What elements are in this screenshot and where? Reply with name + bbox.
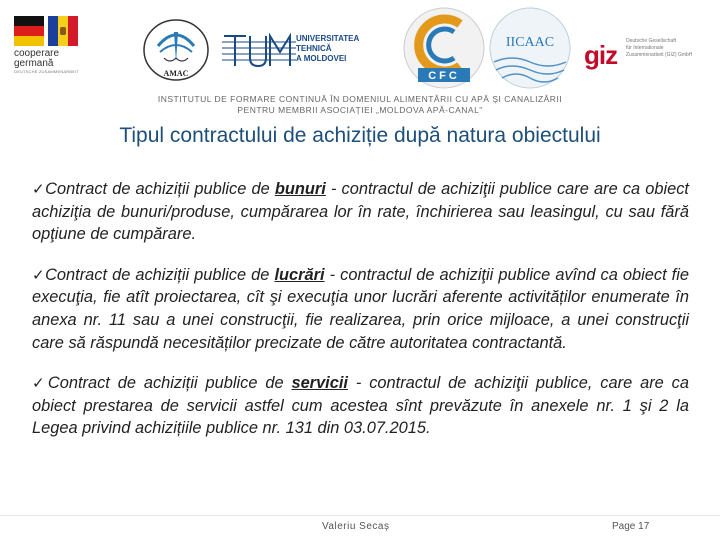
giz-line1: Deutsche Gesellschaft (626, 38, 677, 44)
footer-divider (0, 515, 720, 516)
paragraph-text: - contractul de achiziţii publice care are ca obiect achiziţia de bunuri/produse, cumpărarea lor în rate, închirierea sau leasingul, cu sau fără opţiune de cumpărare. (32, 180, 689, 244)
cfc-emblem-icon (402, 6, 486, 90)
checkmark-icon: ✓ (32, 265, 46, 284)
slide-body (32, 178, 689, 458)
footer-page-number: Page 17 (612, 521, 650, 532)
cooperation-line3: DEUTSCHE ZUSAMMENARBEIT (14, 69, 80, 74)
utm-emblem-icon (222, 30, 296, 72)
ccaac-logo (488, 6, 572, 90)
slide-title: Tipul contractului de achiziție după natura obiectului (119, 124, 601, 147)
paragraph-bunuri (32, 178, 689, 246)
flag-stripe-red (68, 16, 78, 46)
germany-flag-icon (14, 16, 44, 46)
institute-line1: INSTITUTUL DE FORMARE CONTINUĂ ÎN DOMENIUL ALIMENTĂRII CU APĂ ȘI CANALIZĂRII (157, 94, 563, 104)
utm-line1: UNIVERSITATEA TEHNICĂ (296, 34, 359, 53)
moldova-emblem-icon (60, 27, 66, 35)
utm-logo (222, 30, 400, 72)
footer-author: Valeriu Secaș (322, 521, 390, 532)
utm-name (296, 34, 396, 64)
cooperation-line1: cooperare (14, 48, 60, 59)
checkmark-icon: ✓ (32, 374, 48, 393)
amac-label: AMAC (163, 69, 189, 78)
checkmark-icon: ✓ (32, 180, 46, 198)
cfc-label: CFC (428, 70, 460, 82)
institute-header (0, 94, 720, 116)
giz-line3: Zusammenarbeit (GIZ) GmbH (626, 52, 693, 58)
giz-description (626, 38, 716, 59)
giz-logo (584, 36, 714, 76)
amac-logo (140, 18, 212, 84)
paragraph-text: - contractul de achiziţii publice, care are ca obiect prestarea de servicii astfel cum acestea sînt prevăzute în anexele nr. 1 şi 2 la Legea privind achizițiile publice nr. 131 din 03.07.2015. (32, 374, 689, 438)
paragraph-text: - contractul de achiziţii publice avînd ca obiect fie execuţia, fie atît proiectarea, cît şi execuţia unor lucrări aferente activităților enumerate în anexa nr. 11 sau a unei construcţii, fie realizarea, prin orice mijloace, a unei construcţii care să răspundă necesităților precizate de către autoritatea contractantă. (32, 265, 689, 352)
paragraph-lead: Contract de achiziții publice de (45, 180, 275, 198)
utm-line2: A MOLDOVEI (296, 54, 347, 63)
keyword-bunuri: bunuri (274, 180, 326, 198)
keyword-lucrari: lucrări (274, 265, 325, 284)
flag-stripe-red (14, 26, 44, 36)
keyword-servicii: servicii (291, 374, 348, 393)
paragraph-lucrari (32, 264, 689, 354)
flag-stripe-blue (48, 16, 58, 46)
cfc-logo (402, 6, 486, 90)
ccaac-emblem-icon (488, 6, 572, 90)
moldova-flag-icon (48, 16, 78, 46)
paragraph-servicii (32, 372, 689, 440)
paragraph-lead: Contract de achiziții publice de (47, 374, 292, 393)
institute-line2: PENTRU MEMBRII ASOCIAȚIEI „MOLDOVA APĂ-CANAL” (237, 105, 483, 115)
giz-wordmark: giz (584, 40, 618, 70)
flag-stripe-yellow (58, 16, 68, 46)
logo-bar (0, 0, 720, 95)
flags (14, 16, 106, 46)
cooperation-line2: germană (14, 58, 54, 69)
giz-line2: für Internationale (626, 45, 664, 51)
flag-stripe-gold (14, 36, 44, 46)
paragraph-lead: Contract de achiziții publice de (45, 265, 275, 284)
flag-stripe-black (14, 16, 44, 26)
german-cooperation-logo (14, 16, 106, 78)
ccaac-label: IICAAC (505, 35, 555, 50)
